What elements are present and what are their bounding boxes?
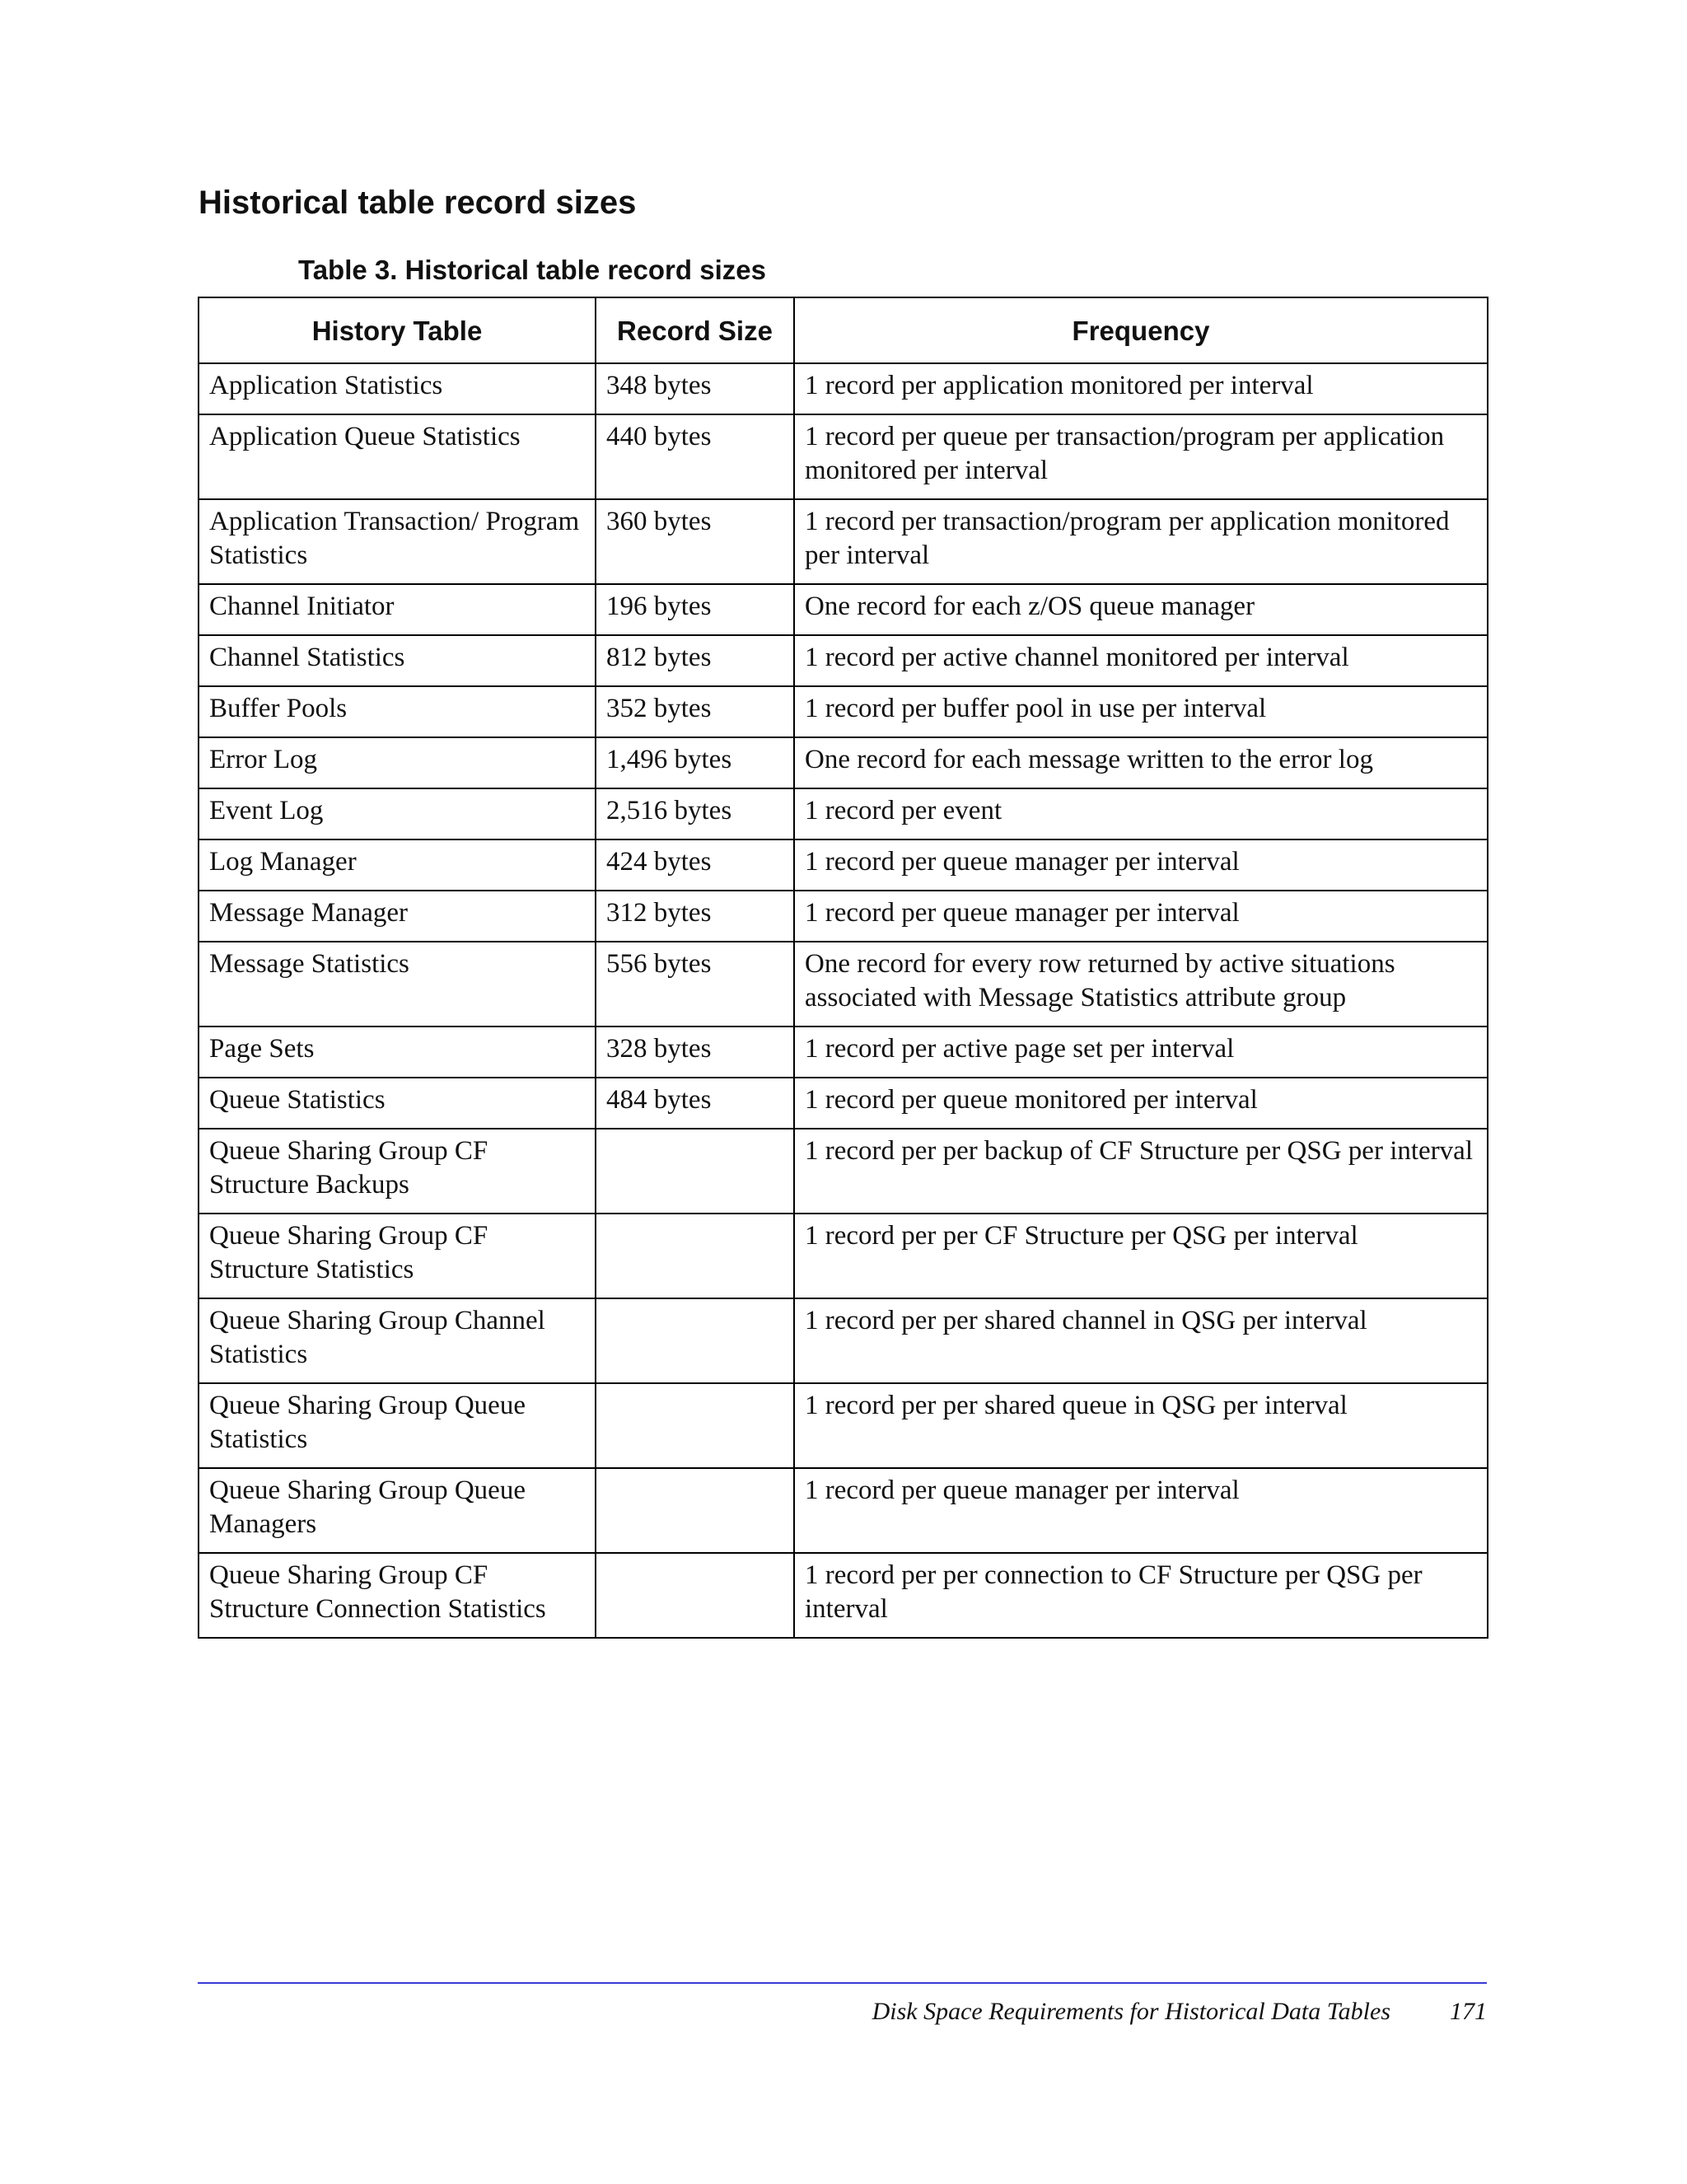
frequency-cell: 1 record per queue manager per interval bbox=[794, 891, 1488, 942]
table-row bbox=[199, 1129, 1488, 1214]
frequency-cell: 1 record per active channel monitored per interval bbox=[794, 635, 1488, 686]
record-size-cell: 556 bytes bbox=[596, 942, 794, 1027]
frequency-cell: One record for each z/OS queue manager bbox=[794, 584, 1488, 635]
header-history-table: History Table bbox=[199, 297, 596, 363]
record-size-cell: 360 bytes bbox=[596, 499, 794, 584]
history-table-cell: Queue Statistics bbox=[199, 1078, 596, 1129]
page-number: 171 bbox=[1450, 1998, 1487, 2025]
history-table-cell: Application Queue Statistics bbox=[199, 414, 596, 499]
history-table-cell: Message Manager bbox=[199, 891, 596, 942]
record-size-cell: 312 bytes bbox=[596, 891, 794, 942]
record-size-cell bbox=[596, 1383, 794, 1468]
frequency-cell: 1 record per transaction/program per application monitored per interval bbox=[794, 499, 1488, 584]
history-table-cell: Queue Sharing Group CF Structure Connection Statistics bbox=[199, 1553, 596, 1638]
frequency-cell: 1 record per per CF Structure per QSG per interval bbox=[794, 1214, 1488, 1298]
table-row bbox=[199, 1553, 1488, 1638]
history-table-cell: Page Sets bbox=[199, 1027, 596, 1078]
history-table-cell: Queue Sharing Group CF Structure Backups bbox=[199, 1129, 596, 1214]
record-size-cell bbox=[596, 1214, 794, 1298]
frequency-cell: 1 record per per connection to CF Structure per QSG per interval bbox=[794, 1553, 1488, 1638]
record-size-cell bbox=[596, 1298, 794, 1383]
frequency-cell: 1 record per application monitored per interval bbox=[794, 363, 1488, 414]
frequency-cell: 1 record per per backup of CF Structure per QSG per interval bbox=[794, 1129, 1488, 1214]
header-record-size: Record Size bbox=[596, 297, 794, 363]
history-table-cell: Buffer Pools bbox=[199, 686, 596, 737]
record-size-cell bbox=[596, 1553, 794, 1638]
table-row bbox=[199, 1214, 1488, 1298]
table-row bbox=[199, 686, 1488, 737]
record-size-cell: 812 bytes bbox=[596, 635, 794, 686]
record-size-cell: 2,516 bytes bbox=[596, 788, 794, 839]
record-size-cell bbox=[596, 1129, 794, 1214]
history-table-cell: Application Statistics bbox=[199, 363, 596, 414]
frequency-cell: 1 record per queue monitored per interval bbox=[794, 1078, 1488, 1129]
record-size-cell: 424 bytes bbox=[596, 839, 794, 891]
history-table-cell: Application Transaction/ Program Statistics bbox=[199, 499, 596, 584]
table-row bbox=[199, 499, 1488, 584]
table-row bbox=[199, 891, 1488, 942]
frequency-cell: One record for each message written to the error log bbox=[794, 737, 1488, 788]
header-frequency: Frequency bbox=[794, 297, 1488, 363]
table-row bbox=[199, 1383, 1488, 1468]
frequency-cell: 1 record per event bbox=[794, 788, 1488, 839]
table-caption: Table 3. Historical table record sizes bbox=[298, 255, 766, 285]
history-table-cell: Log Manager bbox=[199, 839, 596, 891]
table-row bbox=[199, 839, 1488, 891]
footer-title: Disk Space Requirements for Historical Data Tables bbox=[872, 1998, 1390, 2025]
history-table-cell: Queue Sharing Group Channel Statistics bbox=[199, 1298, 596, 1383]
history-table-cell: Event Log bbox=[199, 788, 596, 839]
table-row bbox=[199, 1027, 1488, 1078]
record-size-cell: 440 bytes bbox=[596, 414, 794, 499]
section-title: Historical table record sizes bbox=[199, 185, 637, 221]
history-table-cell: Error Log bbox=[199, 737, 596, 788]
table-row bbox=[199, 1468, 1488, 1553]
frequency-cell: 1 record per per shared queue in QSG per interval bbox=[794, 1383, 1488, 1468]
table-header-row bbox=[199, 297, 1488, 363]
frequency-cell: One record for every row returned by active situations associated with Message Statistics attribute group bbox=[794, 942, 1488, 1027]
history-table-cell: Queue Sharing Group Queue Statistics bbox=[199, 1383, 596, 1468]
table-row bbox=[199, 414, 1488, 499]
table-row bbox=[199, 737, 1488, 788]
record-size-cell: 1,496 bytes bbox=[596, 737, 794, 788]
history-table-cell: Message Statistics bbox=[199, 942, 596, 1027]
history-table-cell: Queue Sharing Group Queue Managers bbox=[199, 1468, 596, 1553]
table-row bbox=[199, 1298, 1488, 1383]
frequency-cell: 1 record per queue manager per interval bbox=[794, 1468, 1488, 1553]
table-row bbox=[199, 635, 1488, 686]
table-row bbox=[199, 788, 1488, 839]
record-size-cell bbox=[596, 1468, 794, 1553]
table-row bbox=[199, 363, 1488, 414]
record-size-cell: 196 bytes bbox=[596, 584, 794, 635]
record-size-cell: 484 bytes bbox=[596, 1078, 794, 1129]
table-row bbox=[199, 942, 1488, 1027]
frequency-cell: 1 record per queue per transaction/program per application monitored per interval bbox=[794, 414, 1488, 499]
frequency-cell: 1 record per active page set per interval bbox=[794, 1027, 1488, 1078]
frequency-cell: 1 record per queue manager per interval bbox=[794, 839, 1488, 891]
record-size-cell: 348 bytes bbox=[596, 363, 794, 414]
table-row bbox=[199, 584, 1488, 635]
footer-divider bbox=[198, 1982, 1487, 1984]
history-table-cell: Channel Statistics bbox=[199, 635, 596, 686]
history-table-cell: Channel Initiator bbox=[199, 584, 596, 635]
frequency-cell: 1 record per per shared channel in QSG per interval bbox=[794, 1298, 1488, 1383]
frequency-cell: 1 record per buffer pool in use per interval bbox=[794, 686, 1488, 737]
table-row bbox=[199, 1078, 1488, 1129]
history-table-cell: Queue Sharing Group CF Structure Statistics bbox=[199, 1214, 596, 1298]
record-size-cell: 352 bytes bbox=[596, 686, 794, 737]
record-sizes-table bbox=[198, 297, 1488, 1639]
record-size-cell: 328 bytes bbox=[596, 1027, 794, 1078]
